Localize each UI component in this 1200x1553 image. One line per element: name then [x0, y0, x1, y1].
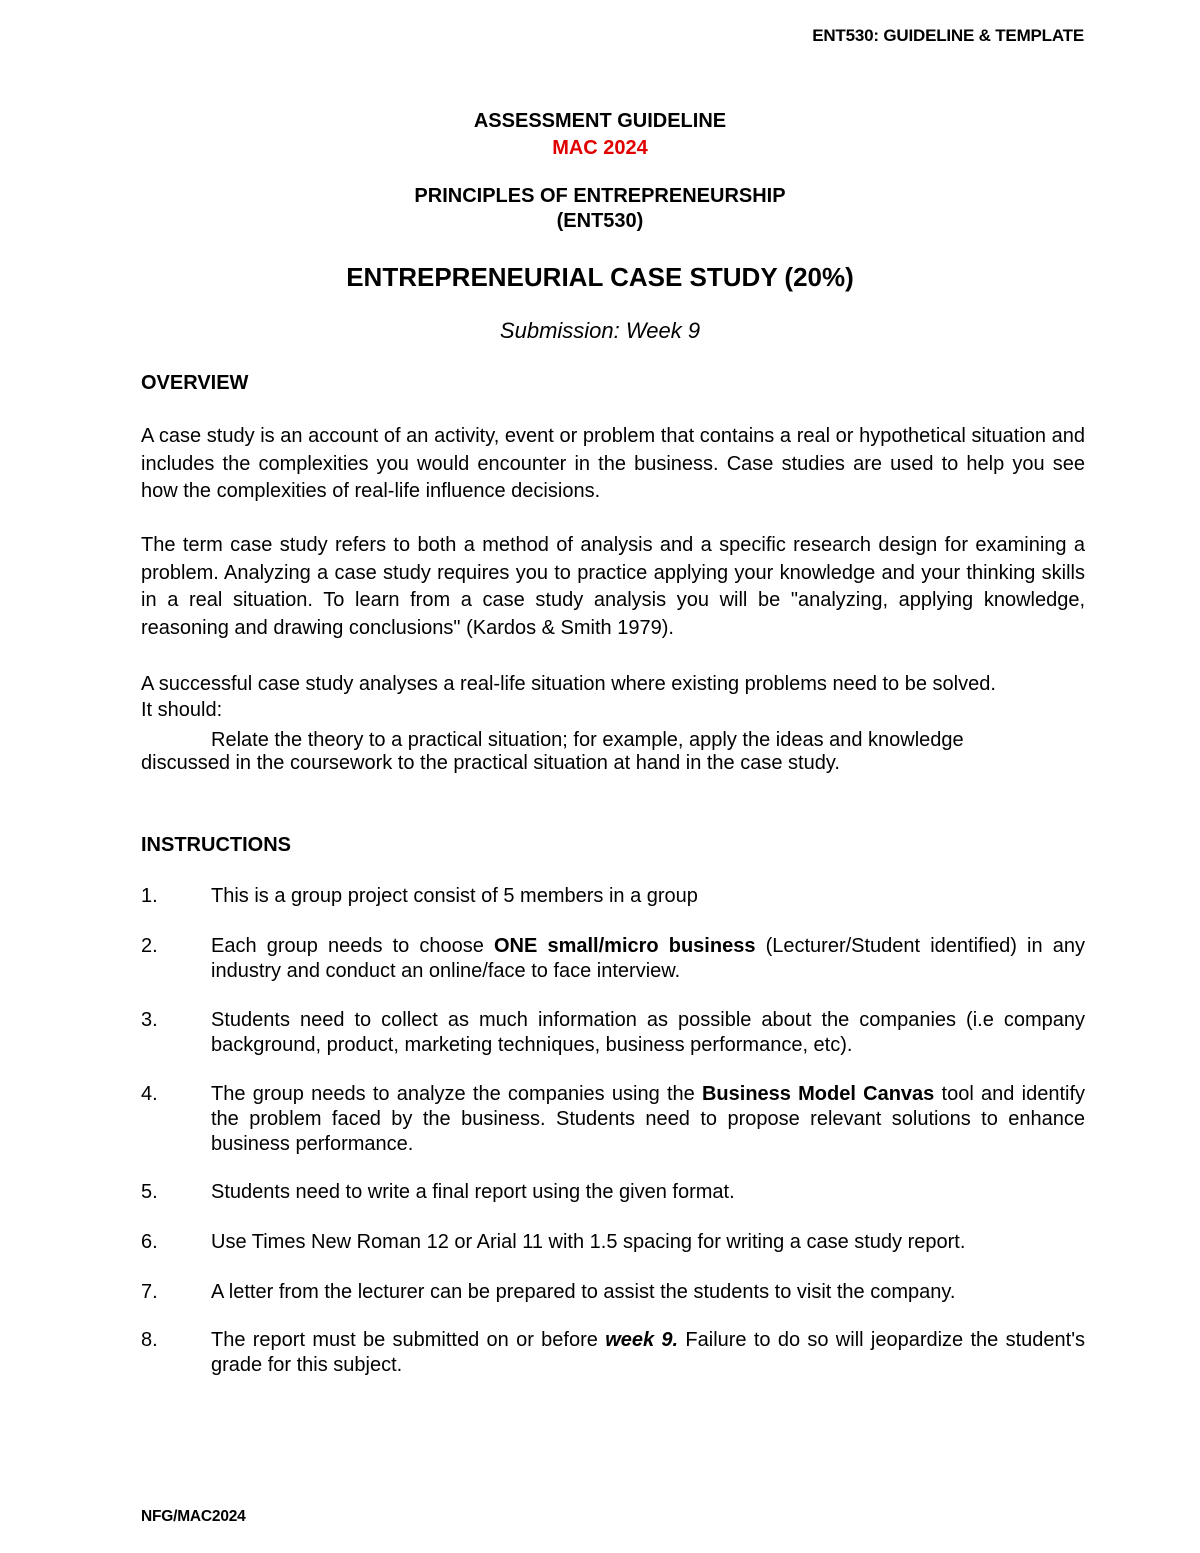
overview-p3-line-2: It should:	[141, 698, 223, 721]
page-footer: NFG/MAC2024	[141, 1508, 246, 1525]
bullet-item-empty	[141, 780, 1085, 803]
course-name: PRINCIPLES OF ENTREPRENEURSHIP	[414, 185, 786, 207]
list-text: Students need to write a final report using the given format.	[211, 1181, 735, 1203]
overview-p3-line-1: A successful case study analyses a real-life situation where existing problems need to be solved.	[141, 673, 996, 695]
list-text-pre: The report must be submitted on or before	[211, 1329, 606, 1351]
session-label: MAC 2024	[552, 137, 648, 159]
list-text-pre: Each group needs to choose	[211, 935, 494, 957]
list-number: 3.	[141, 1009, 158, 1031]
list-text: Use Times New Roman 12 or Arial 11 with 1.5 spacing for writing a case study report.	[211, 1231, 966, 1253]
page-header: ENT530: GUIDELINE & TEMPLATE	[812, 26, 1084, 45]
list-text: A letter from the lecturer can be prepared to assist the students to visit the company.	[211, 1281, 956, 1303]
overview-paragraph-1: A case study is an account of an activity, event or problem that contains a real or hypothetical situation and includes the complexities you would encounter in the business. Case studies are used to help you see how the complexities of real-life influence decisions.	[141, 425, 1085, 502]
bullet-text-a: Relate the theory to a practical situation; for example, apply the ideas and knowledge	[211, 729, 964, 751]
list-number: 6.	[141, 1231, 158, 1253]
list-text-bold: Business Model Canvas	[701, 1083, 935, 1105]
list-text-bold: week 9.	[605, 1329, 679, 1351]
list-number: 8.	[141, 1329, 158, 1351]
bullet-item	[141, 729, 1085, 752]
instructions-heading: INSTRUCTIONS	[141, 834, 291, 856]
list-number: 5.	[141, 1181, 158, 1203]
submission-note: Submission: Week 9	[499, 318, 701, 343]
list-text-post: (Lecturer/Student identified) in any industry and conduct an online/face to face interview.	[211, 935, 1085, 982]
list-text: Students need to collect as much information as possible about the companies (i.e company background, product, marketing techniques, business performance, etc).	[211, 1009, 1085, 1056]
list-text	[211, 1328, 1085, 1378]
list-number: 1.	[141, 885, 158, 907]
list-text	[211, 934, 1085, 984]
list-text-bold: ONE small/micro business	[494, 935, 756, 957]
list-text-post: tool and identify the problem faced by the business. Students need to propose relevant solutions to enhance business performance.	[211, 1083, 1086, 1155]
overview-paragraph-2: The term case study refers to both a method of analysis and a specific research design for examining a problem. Analyzing a case study requires you to practice applying your knowledge and your thinking skills in a real situation. To learn from a case study analysis you will be "analyzing, applying knowledge, reasoning and drawing conclusions" (Kardos & Smith 1979).	[141, 534, 1085, 639]
list-number: 2.	[141, 935, 158, 957]
list-number: 7.	[141, 1281, 158, 1303]
list-text: This is a group project consist of 5 members in a group	[211, 885, 698, 907]
course-code: (ENT530)	[556, 210, 644, 232]
overview-heading: OVERVIEW	[141, 372, 249, 394]
list-text	[211, 1082, 1085, 1157]
overview-paragraph-3	[141, 671, 1085, 722]
bullet-text-b: discussed in the coursework to the practical situation at hand in the case study.	[141, 752, 840, 774]
list-text-post: Failure to do so will jeopardize the student's grade for this subject.	[211, 1329, 1086, 1376]
assessment-title: ASSESSMENT GUIDELINE	[473, 110, 727, 132]
assignment-title: ENTREPRENEURIAL CASE STUDY (20%)	[346, 262, 854, 292]
list-number: 4.	[141, 1083, 158, 1105]
list-text-pre: The group needs to analyze the companies using the	[211, 1083, 702, 1105]
